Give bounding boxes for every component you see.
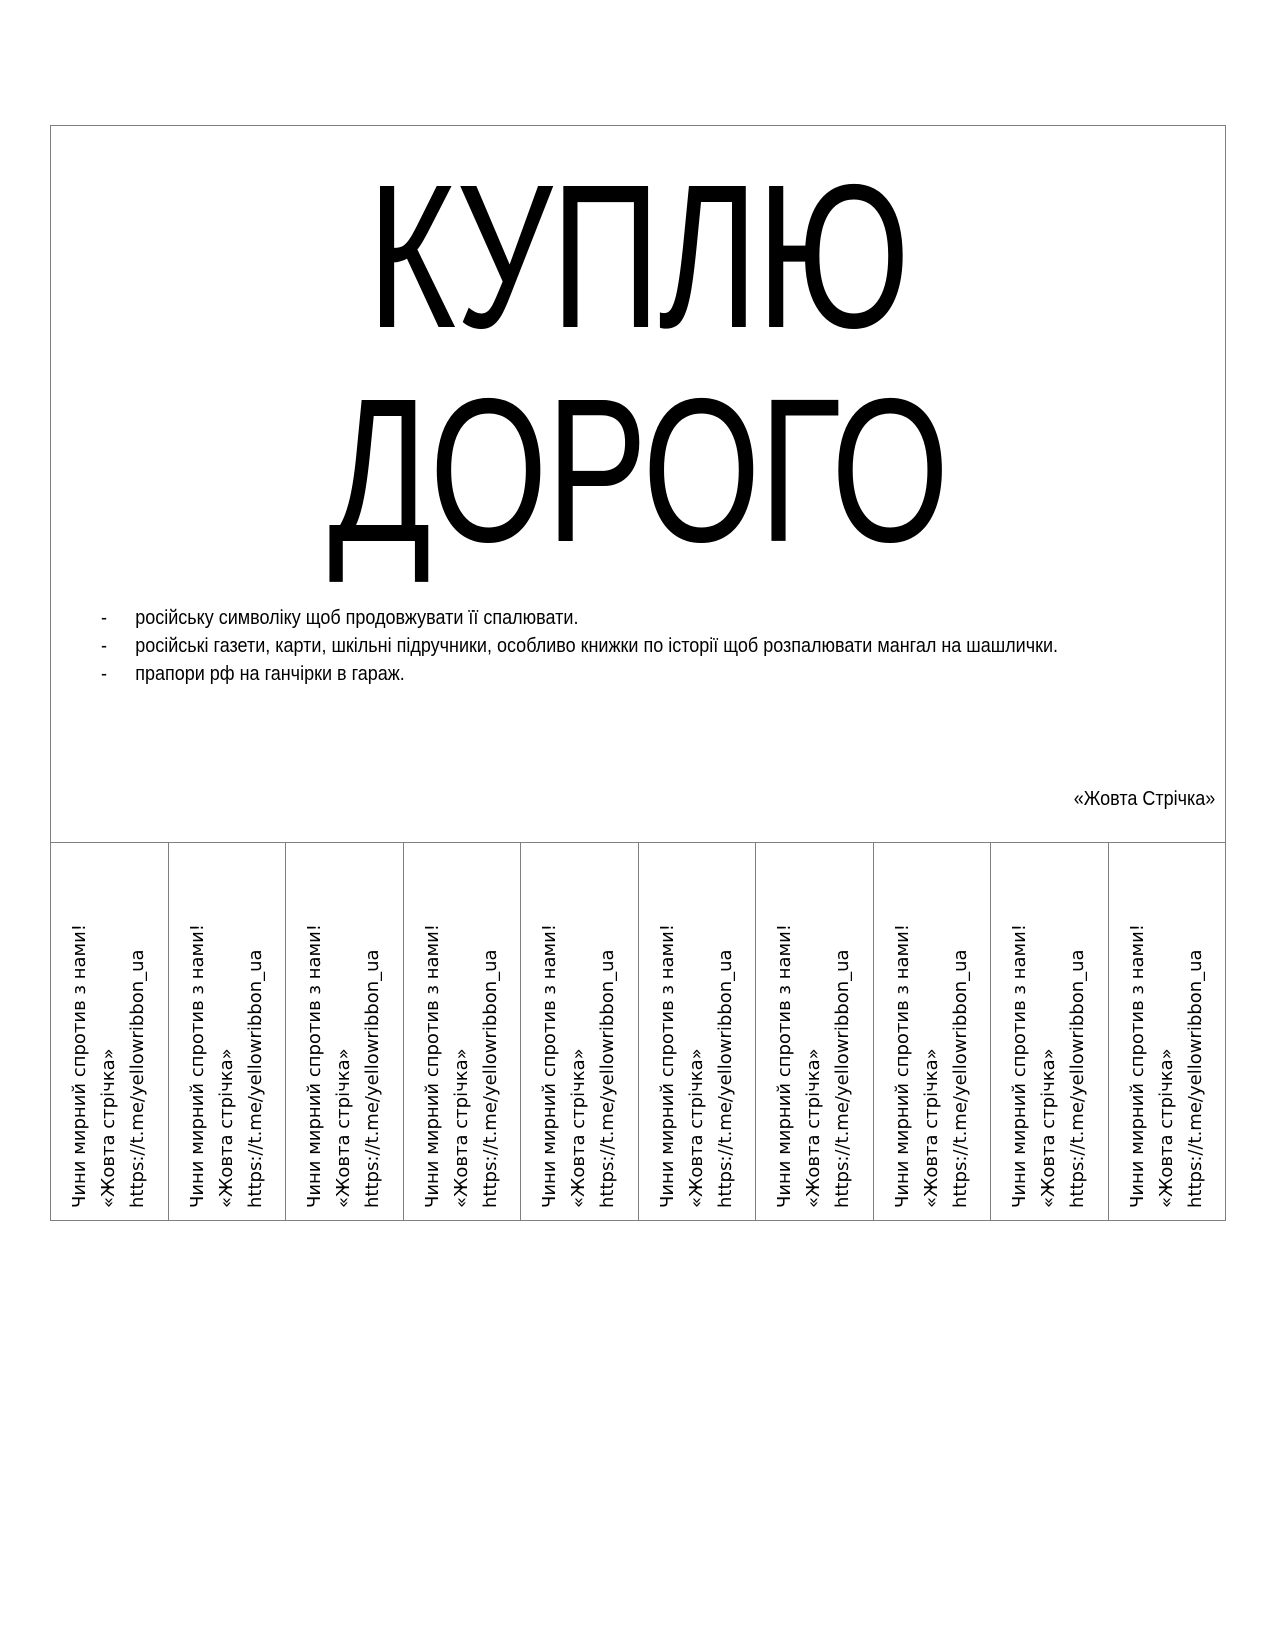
tab-line3[interactable]: https://t.me/yellowribbon_ua [1184, 949, 1206, 1208]
tab-text [300, 908, 387, 1208]
tear-off-tab [521, 843, 639, 1220]
tab-line3[interactable]: https://t.me/yellowribbon_ua [714, 949, 736, 1208]
tab-line2: «Жовта стрічка» [1038, 1048, 1059, 1208]
tab-text [888, 908, 975, 1208]
bullet-item [101, 604, 1058, 632]
tab-line3[interactable]: https://t.me/yellowribbon_ua [244, 949, 266, 1208]
tear-off-tab [51, 843, 169, 1220]
bullet-item [101, 632, 1058, 660]
tear-off-tab [169, 843, 287, 1220]
tab-text [535, 908, 622, 1208]
flyer-main-panel [51, 126, 1225, 843]
tab-line1: Чини мирний спротив з нами! [186, 923, 208, 1208]
bullet-dash: - [101, 607, 108, 629]
tab-line1: Чини мирний спротив з нами! [539, 923, 560, 1208]
tab-text [418, 908, 505, 1208]
tear-off-tab [874, 843, 992, 1220]
tab-line1: Чини мирний спротив з нами! [69, 923, 90, 1208]
tab-line2: «Жовта стрічка» [333, 1048, 354, 1208]
tab-line2: «Жовта стрічка» [215, 1048, 237, 1208]
tab-line3[interactable]: https://t.me/yellowribbon_ua [832, 949, 853, 1208]
tab-line3[interactable]: https://t.me/yellowribbon_ua [949, 949, 971, 1208]
tear-off-tab [756, 843, 874, 1220]
signature: «Жовта Стрічка» [1073, 788, 1215, 810]
tab-line3[interactable]: https://t.me/yellowribbon_ua [127, 949, 148, 1208]
tear-off-tab [404, 843, 522, 1220]
headline-line-2: ДОРОГО [328, 356, 948, 585]
bullet-list [101, 604, 1058, 688]
tear-off-tab [1109, 843, 1226, 1220]
tear-off-tabs [51, 843, 1225, 1220]
tab-line1: Чини мирний спротив з нами! [421, 923, 443, 1208]
tear-off-tab [991, 843, 1109, 1220]
tab-line2: «Жовта стрічка» [450, 1048, 472, 1208]
tab-line1: Чини мирний спротив з нами! [304, 923, 325, 1208]
tab-text [770, 908, 857, 1208]
tear-off-tab [286, 843, 404, 1220]
tab-text [1005, 908, 1092, 1208]
tab-line2: «Жовта стрічка» [803, 1048, 824, 1208]
tab-line3[interactable]: https://t.me/yellowribbon_ua [597, 949, 618, 1208]
tab-line3[interactable]: https://t.me/yellowribbon_ua [1067, 949, 1088, 1208]
tab-text [65, 908, 152, 1208]
tab-line1: Чини мирний спротив з нами! [774, 923, 795, 1208]
bullet-text: російські газети, карти, шкільні підручники, особливо книжки по історії щоб розпалювати мангал на шашлички. [135, 635, 1059, 657]
bullet-item [101, 660, 1058, 688]
tab-line2: «Жовта стрічка» [98, 1048, 119, 1208]
tab-line1: Чини мирний спротив з нами! [891, 923, 913, 1208]
flyer [50, 125, 1226, 1221]
headline-line-1: КУПЛЮ [367, 142, 909, 371]
tab-line1: Чини мирний спротив з нами! [1009, 923, 1030, 1208]
bullet-text: російську символіку щоб продовжувати її спалювати. [135, 607, 579, 629]
bullet-dash: - [101, 635, 108, 657]
tab-line2: «Жовта стрічка» [685, 1048, 707, 1208]
tear-off-tab [639, 843, 757, 1220]
tab-text [1123, 908, 1210, 1208]
tab-line3[interactable]: https://t.me/yellowribbon_ua [479, 949, 501, 1208]
tab-line1: Чини мирний спротив з нами! [1126, 923, 1148, 1208]
tab-line2: «Жовта стрічка» [568, 1048, 589, 1208]
tab-line3[interactable]: https://t.me/yellowribbon_ua [362, 949, 383, 1208]
tab-line2: «Жовта стрічка» [920, 1048, 942, 1208]
tab-line1: Чини мирний спротив з нами! [656, 923, 678, 1208]
bullet-dash: - [101, 663, 108, 685]
tab-text [183, 908, 270, 1208]
tab-text [653, 908, 740, 1208]
bullet-text: прапори рф на ганчірки в гараж. [135, 663, 405, 685]
tab-line2: «Жовта стрічка» [1155, 1048, 1177, 1208]
